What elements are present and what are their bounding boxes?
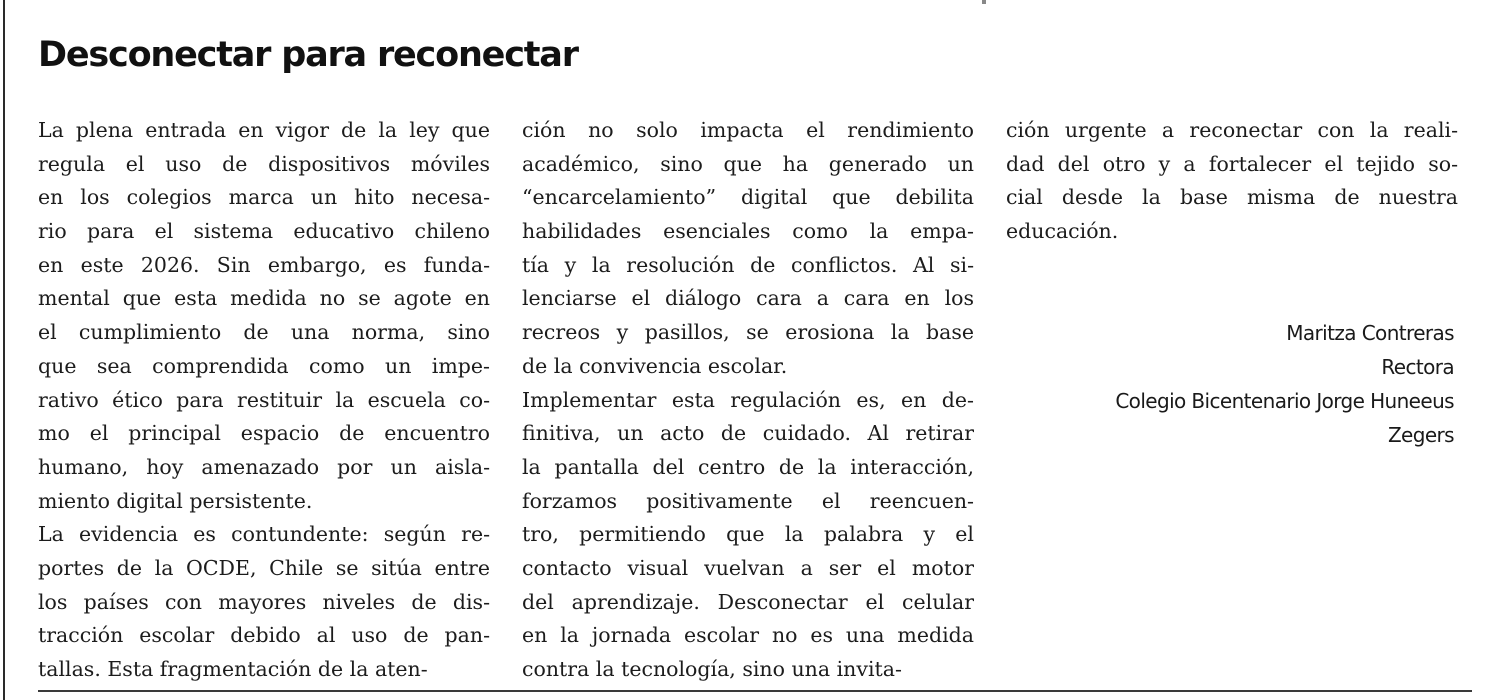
article-text-line: en este 2026. Sin embargo, es funda- <box>38 252 490 277</box>
article-text-line: recreos y pasillos, se erosiona la base <box>522 320 974 345</box>
article-text-line: finitiva, un acto de cuidado. Al retirar <box>522 421 974 446</box>
article-text-line: educación. <box>1006 219 1119 244</box>
author-institution: Colegio Bicentenario Jorge Huneeus <box>1115 389 1454 413</box>
article-text-line: humano, hoy amenazado por un aisla- <box>38 454 490 479</box>
article-text-line: en la jornada escolar no es una medida <box>522 623 974 648</box>
author-role: Rectora <box>1381 355 1454 379</box>
article-text-line: rativo ético para restituir la escuela co- <box>38 387 490 412</box>
article-text-line: tía y la resolución de conflictos. Al si- <box>522 252 974 277</box>
author-institution-continued: Zegers <box>1387 423 1454 447</box>
left-border-rule <box>3 0 5 700</box>
article-column-1 <box>38 114 490 687</box>
article-text-line: los países con mayores niveles de dis- <box>38 589 490 614</box>
article-text-line: académico, sino que ha generado un <box>522 151 974 176</box>
article-text-line: La plena entrada en vigor de la ley que <box>38 118 490 142</box>
article-text-line: tallas. Esta fragmentación de la aten- <box>38 657 428 681</box>
article-column-2 <box>522 114 974 687</box>
article-text-line: contra la tecnología, sino una invita- <box>522 657 902 681</box>
article-text-line: de la convivencia escolar. <box>522 353 788 378</box>
article-text-line: del aprendizaje. Desconectar el celular <box>522 589 974 614</box>
article-text-line: mo el principal espacio de encuentro <box>38 421 490 446</box>
article-text-line: en los colegios marca un hito necesa- <box>38 185 490 210</box>
article-text-line: regula el uso de dispositivos móviles <box>38 151 490 176</box>
article-text-line: la pantalla del centro de la interacción, <box>522 454 974 479</box>
bottom-divider-rule <box>38 690 1472 692</box>
article-text-line: tracción escolar debido al uso de pan- <box>38 623 490 648</box>
article-text-line: portes de la OCDE, Chile se sitúa entre <box>38 555 490 580</box>
article-text-line: que sea comprendida como un impe- <box>38 353 490 378</box>
article-text-line: cial desde la base misma de nuestra <box>1006 185 1458 210</box>
article-text-line: Implementar esta regulación es, en de- <box>522 387 974 412</box>
article-column-3 <box>1006 114 1458 249</box>
article-text-line: el cumplimiento de una norma, sino <box>38 320 490 345</box>
article-text-line: lenciarse el diálogo cara a cara en los <box>522 286 974 311</box>
signature-block <box>1002 316 1454 452</box>
author-name: Maritza Contreras <box>1286 321 1454 345</box>
article-text-line: contacto visual vuelvan a ser el motor <box>522 555 974 580</box>
article-text-line: “encarcelamiento” digital que debilita <box>522 185 974 210</box>
article-text-line: rio para el sistema educativo chileno <box>38 219 490 244</box>
article-text-line: habilidades esenciales como la empa- <box>522 219 974 244</box>
article-text-line: tro, permitiendo que la palabra y el <box>522 522 974 547</box>
article-headline: Desconectar para reconectar <box>38 35 578 75</box>
article-text-line: mental que esta medida no se agote en <box>38 286 490 311</box>
article-text-line: dad del otro y a fortalecer el tejido so- <box>1006 151 1458 176</box>
article-text-line: ción urgente a reconectar con la reali- <box>1006 118 1458 142</box>
article-text-line: forzamos positivamente el reencuen- <box>522 488 974 513</box>
article-text-line: ción no solo impacta el rendimiento <box>522 118 974 142</box>
article-text-line: miento digital persistente. <box>38 488 313 513</box>
top-edge-mark <box>982 0 986 4</box>
article-text-line: La evidencia es contundente: según re- <box>38 522 490 547</box>
